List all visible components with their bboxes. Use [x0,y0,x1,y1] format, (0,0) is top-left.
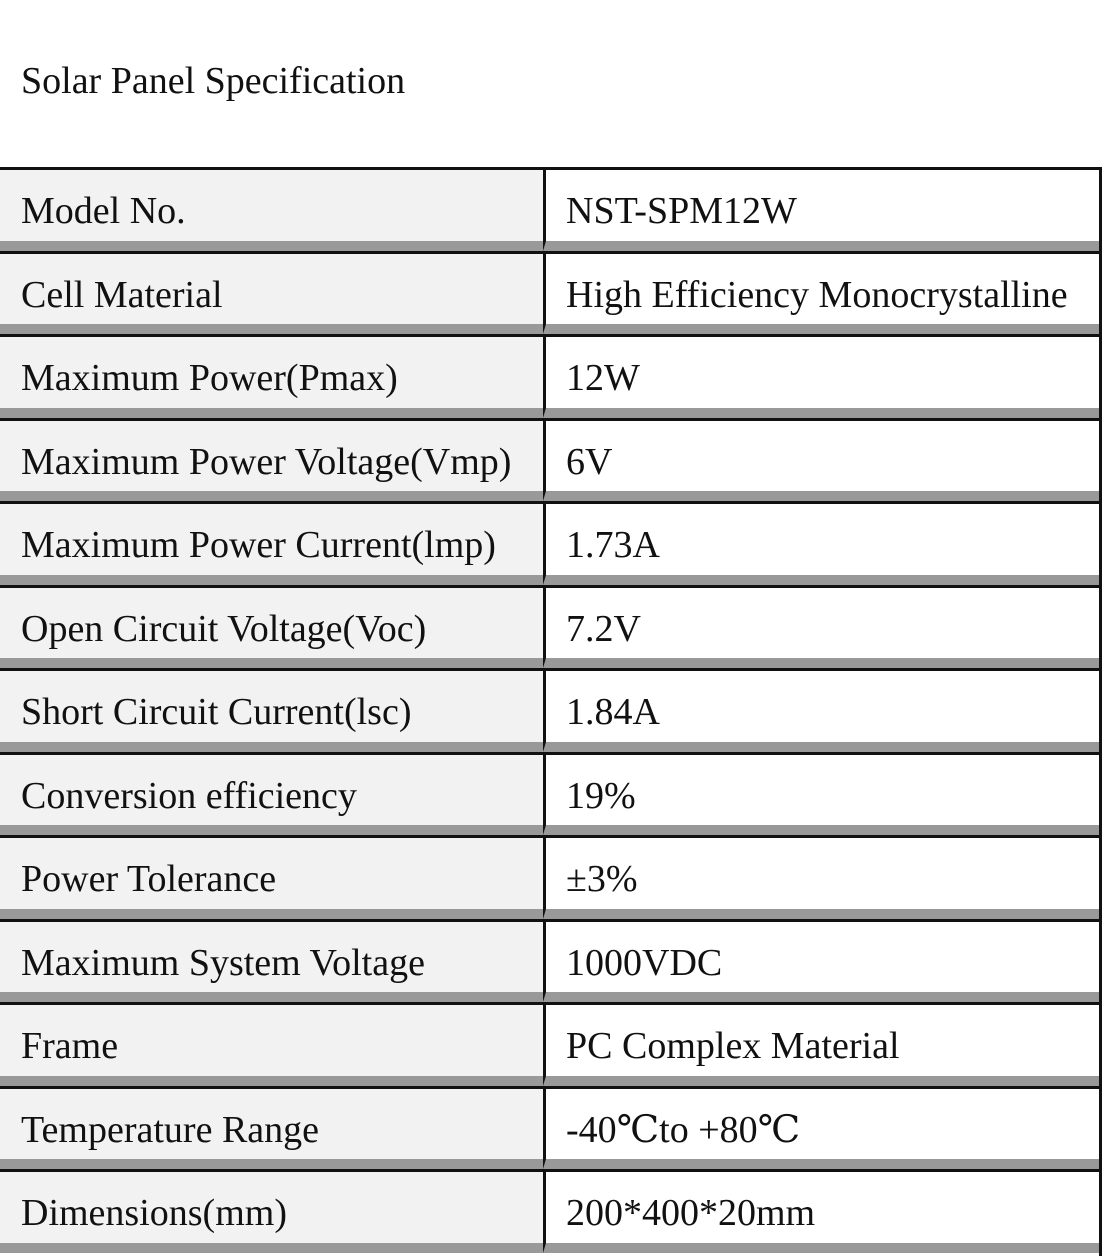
row-value: -40℃to +80℃ [566,1108,801,1151]
row-label: Maximum Power Current(lmp) [21,524,496,566]
value-cell [543,1172,1099,1253]
table-row [0,922,1099,1006]
table-row [0,337,1099,421]
value-cell [543,170,1099,251]
row-value: 1000VDC [566,941,723,984]
label-cell [0,170,543,251]
table-row [0,1089,1099,1173]
label-cell [0,671,543,752]
label-cell [0,504,543,585]
label-cell [0,1005,543,1086]
row-value: ±3% [566,858,638,900]
row-value: 1.84A [566,691,660,733]
row-label: Short Circuit Current(lsc) [21,691,412,733]
label-cell [0,838,543,919]
row-label: Frame [21,1025,119,1067]
value-cell [543,254,1099,335]
value-cell [543,1005,1099,1086]
row-label: Maximum Power Voltage(Vmp) [21,440,512,483]
row-label: Maximum System Voltage [21,941,425,984]
row-value: 1.73A [566,524,660,566]
table-row [0,1005,1099,1089]
value-cell [543,838,1099,919]
value-cell [543,755,1099,836]
spec-table [0,167,1102,1256]
page-title: Solar Panel Specification [21,60,406,102]
row-label: Cell Material [21,273,223,316]
value-cell [543,671,1099,752]
row-label: Conversion efficiency [21,774,357,817]
table-row [0,755,1099,839]
value-cell [543,1089,1099,1170]
row-label: Model No. [21,190,186,232]
value-cell [543,337,1099,418]
row-value: 200*400*20mm [566,1192,816,1234]
table-row [0,588,1099,672]
value-cell [543,922,1099,1003]
row-value: 19% [566,774,636,817]
row-label: Temperature Range [21,1108,320,1151]
label-cell [0,1172,543,1253]
table-row [0,671,1099,755]
table-row [0,1172,1099,1256]
row-value: PC Complex Material [566,1025,900,1067]
label-cell [0,588,543,669]
row-value: 6V [566,440,613,483]
label-cell [0,922,543,1003]
table-row [0,254,1099,338]
value-cell [543,588,1099,669]
row-label: Maximum Power(Pmax) [21,357,398,399]
row-value: 12W [566,357,640,399]
label-cell [0,755,543,836]
row-value: 7.2V [566,607,641,650]
value-cell [543,421,1099,502]
table-row [0,421,1099,505]
label-cell [0,421,543,502]
row-value: NST-SPM12W [566,190,797,232]
table-row [0,838,1099,922]
table-row [0,504,1099,588]
label-cell [0,1089,543,1170]
label-cell [0,337,543,418]
table-row [0,170,1099,254]
row-label: Open Circuit Voltage(Voc) [21,607,427,650]
row-value: High Efficiency Monocrystalline [566,273,1068,316]
label-cell [0,254,543,335]
row-label: Dimensions(mm) [21,1192,287,1234]
row-label: Power Tolerance [21,858,277,900]
value-cell [543,504,1099,585]
